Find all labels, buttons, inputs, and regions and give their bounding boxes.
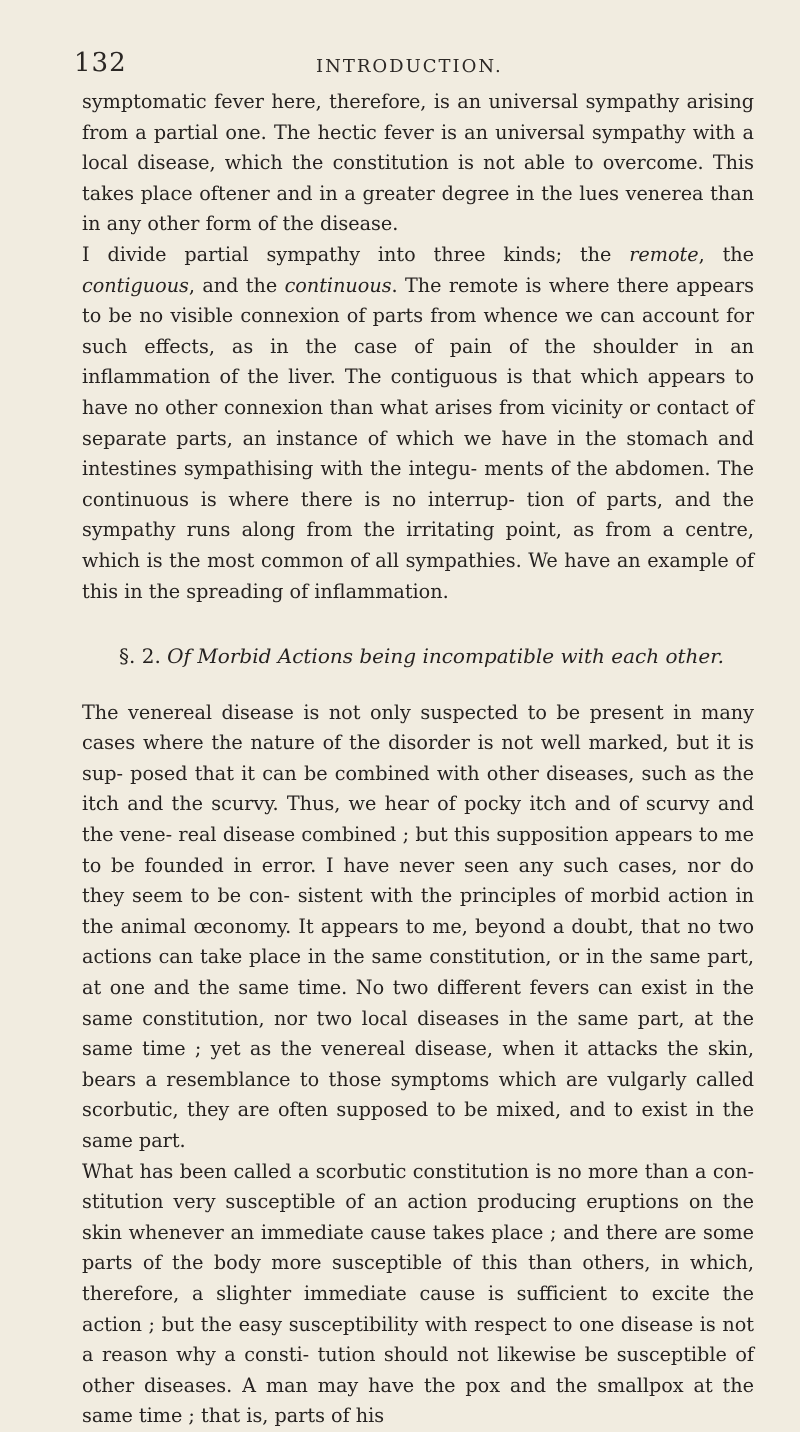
section-heading xyxy=(82,641,754,672)
paragraph-lead-text: I divide partial sympathy into three kinds; the xyxy=(82,242,630,266)
paragraph-rest-text: . The remote is where there appears to be no visible connexion of parts from whence we can account for such effects, as in the case of pain of the shoulder in an inflammation of the liver. The contiguous is that which appears to have no other connexion than what arises from vicinity or contact of separate parts, an instance of which we have in the stomach and intestines sympathising with the integu- ments of the abdomen. The continuous is where there is no interrup- tion of parts, and the sympathy runs along from the irritating point, as from a centre, which is the most common of all sympathies. We have an example of this in the spreading of inflammation. xyxy=(82,273,754,603)
separator-text: , the xyxy=(698,242,754,266)
page-header xyxy=(0,48,800,84)
page-number: 132 xyxy=(74,48,127,78)
paragraph-scorbutic-constitution: What has been called a scorbutic constitution is no more than a con- stitution very susceptible of an action producing eruptions on the skin whenever an immediate cause takes place ; and there are some parts of the body more susceptible of this than others, in which, therefore, a slighter immediate cause is sufficient to excite the action ; but the easy susceptibility with respect to one disease is not a reason why a consti- tution should not likewise be susceptible of other diseases. A man may have the pox and the smallpox at the same time ; that is, parts of his xyxy=(82,1159,754,1428)
separator-text: , and the xyxy=(188,273,285,297)
running-head: INTRODUCTION. xyxy=(316,56,503,77)
paragraph-partial-sympathy xyxy=(82,240,754,607)
section-title: Of Morbid Actions being incompatible with each other. xyxy=(167,644,724,669)
paragraph-sympathy-intro: symptomatic fever here, therefore, is an universal sympathy arising from a partial one. The hectic fever is an universal sympathy with a local disease, which the constitution is not able to overcome. This takes place oftener and in a greater degree in the lues venerea than in any other form of the disease. xyxy=(82,90,754,236)
term-continuous: continuous xyxy=(284,273,392,297)
paragraph-venereal-disease: The venereal disease is not only suspected to be present in many cases where the nature of the disorder is not well marked, but it is sup- posed that it can be combined with other diseases, such as the itch and the scurvy. Thus, we hear of pocky itch and of scurvy and the vene- real disease combined ; but this supposition appears to me to be founded in error. I have never seen any such cases, nor do they seem to be con- sistent with the principles of morbid action in the animal œconomy. It appears to me, beyond a doubt, that no two actions can take place in the same constitution, or in the same part, at one and the same time. No two different fevers can exist in the same constitution, nor two local diseases in the same part, at the same time ; yet as the venereal disease, when it attacks the skin, bears a resemblance to those symptoms which are vulgarly called scorbutic, they are often supposed to be mixed, and to exist in the same part. xyxy=(82,700,754,1152)
term-remote: remote xyxy=(629,242,699,266)
page-body xyxy=(82,87,754,1432)
section-number: §. 2. xyxy=(119,644,161,669)
term-contiguous: contiguous xyxy=(82,273,189,297)
